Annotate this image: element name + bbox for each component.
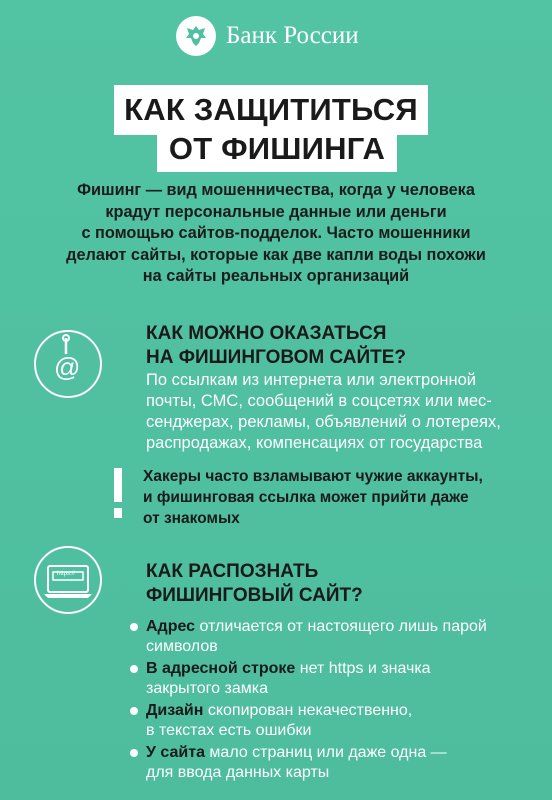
- bullet-text: мало страниц или даже одна —: [204, 744, 447, 761]
- bullet-text: символов: [146, 638, 218, 655]
- section1-body-line: распродажах, компенсациях от государства: [146, 434, 483, 452]
- list-item: [130, 659, 530, 699]
- bullet-bold: Адрес: [146, 618, 196, 635]
- warning-line: от знакомых: [143, 510, 240, 527]
- svg-text:@: @: [54, 352, 81, 382]
- bullet-text: для ввода данных карты: [146, 764, 330, 781]
- list-item: [130, 617, 530, 657]
- warning-line: Хакеры часто взламывают чужие аккаунты,: [143, 468, 483, 485]
- intro-line: на сайты реальных организаций: [142, 267, 410, 285]
- page-title-line2: ОТ ФИШИНГА: [168, 131, 386, 166]
- bullet-bold: В адресной строке: [146, 660, 296, 677]
- section1-body-line: сенджерах, рекламы, объявлений о лотереях,: [146, 413, 501, 431]
- intro-paragraph: [40, 180, 512, 288]
- section1-heading-line: НА ФИШИНГОВОМ САЙТЕ?: [146, 347, 407, 368]
- bullet-bold: Дизайн: [146, 702, 204, 719]
- list-item: [130, 743, 530, 783]
- intro-line: делают сайты, которые как две капли воды похожи: [66, 245, 486, 264]
- section1-heading: [146, 322, 526, 370]
- bullet-bold: У сайта: [146, 744, 205, 761]
- recognition-list: [130, 617, 530, 785]
- bullet-dot-icon: [130, 749, 138, 757]
- section1-body: [146, 370, 536, 454]
- bullet-dot-icon: [130, 707, 138, 715]
- phishing-hook-at-icon: [34, 330, 102, 398]
- page-title-line1: КАК ЗАЩИТИТЬСЯ: [124, 92, 418, 127]
- bullet-text: скопирован некачественно,: [203, 702, 413, 719]
- bullet-text: в текстах есть ошибки: [146, 722, 312, 739]
- logo-text: Банк России: [226, 22, 359, 49]
- section2-heading-line: КАК РАСПОЗНАТЬ: [146, 561, 319, 582]
- bullet-text: отличается от настоящего лишь парой: [195, 618, 487, 635]
- intro-line: с помощью сайтов-подделок. Часто мошенники: [81, 224, 471, 242]
- intro-line: крадут персональные данные или деньги: [105, 202, 447, 221]
- https-label: https://: [57, 571, 76, 577]
- bullet-text: нет https и значка: [295, 660, 431, 677]
- warning-text: [143, 466, 523, 529]
- section2-heading-line: ФИШИНГОВЫЙ САЙТ?: [146, 585, 363, 606]
- exclamation-icon: [111, 468, 125, 520]
- bullet-dot-icon: [130, 665, 138, 673]
- eagle-emblem-icon: [176, 16, 216, 56]
- warning-line: и фишинговая ссылка может прийти даже: [143, 489, 469, 506]
- bullet-dot-icon: [130, 623, 138, 631]
- bullet-text: закрытого замка: [146, 680, 268, 697]
- section1-body-line: По ссылкам из интернета или электронной: [146, 371, 477, 389]
- section2-heading: [146, 560, 526, 608]
- laptop-https-icon: [34, 546, 102, 614]
- bank-logo: [176, 14, 359, 58]
- section1-body-line: почты, СМС, сообщений в соцсетях или мес-: [146, 392, 492, 410]
- section1-heading-line: КАК МОЖНО ОКАЗАТЬСЯ: [146, 323, 387, 344]
- intro-line: Фишинг — вид мошенничества, когда у человека: [77, 181, 475, 199]
- list-item: [130, 701, 530, 741]
